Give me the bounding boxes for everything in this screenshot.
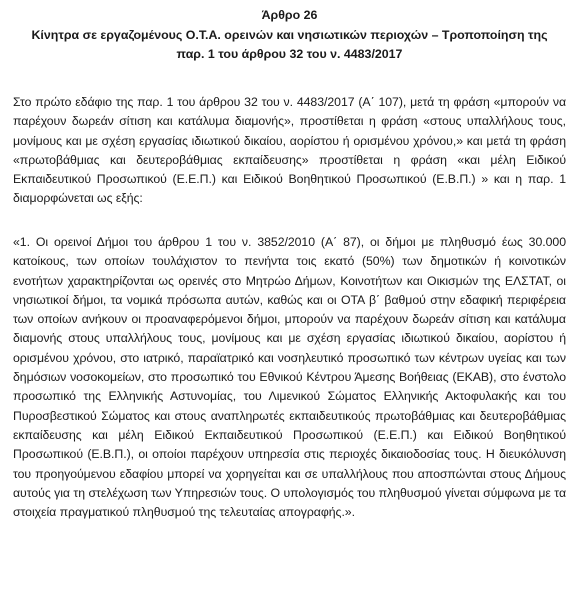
intro-paragraph: Στο πρώτο εδάφιο της παρ. 1 του άρθρου 32 του ν. 4483/2017 (Α΄ 107), μετά τη φράση «μπορούν να παρέχουν δωρεάν σίτιση και κατάλυμα διαμονής», προστίθεται η φράση «στους υπαλλήλους τους, μονίμους και με σχέση εργασίας ιδιωτικού δικαίου, αορίστου ή ορισμένου χρόνου,» και μετά τη φράση «πρωτοβάθμιας και δευτεροβάθμιας εκπαίδευσης» προστίθεται η φράση «και μέλη Ειδικού Εκπαιδευτικού Προσωπικού (Ε.Ε.Π.) και Ειδικού Βοηθητικού Προσωπικού (Ε.Β.Π.) » και η παρ. 1 διαμορφώνεται ως εξής:: [13, 95, 566, 206]
article-title-line-2: παρ. 1 του άρθρου 32 του ν. 4483/2017: [176, 47, 403, 61]
article-title-line-1: Κίνητρα σε εργαζομένους Ο.Τ.Α. ορεινών και νησιωτικών περιοχών – Τροποποίηση της: [31, 28, 548, 42]
article-title: [8, 26, 571, 64]
article-number: Άρθρο 26: [261, 8, 318, 22]
amended-text-paragraph: «1. Οι ορεινοί Δήμοι του άρθρου 1 του ν. 3852/2010 (Α΄ 87), οι δήμοι με πληθυσμό έως 30.000 κατοίκους, των οποίων τουλάχιστον το πενήντα τοις εκατό (50%) των δημοτικών ή κοινοτικών ενοτήτων χαρακτηρίζονται ως ορεινές στο Μητρώο Δήμων, Κοινοτήτων και Οικισμών της ΕΛΣΤΑΤ, οι νησιωτικοί δήμοι, τα νομικά πρόσωπα αυτών, καθώς και οι ΟΤΑ β΄ βαθμού στην εδαφική περιφέρεια των οποίων ανήκουν οι προαναφερόμενοι δήμοι, μπορούν να παρέχουν δωρεάν σίτιση και κατάλυμα διαμονής στους υπαλλήλους τους, μονίμους και με σχέση εργασίας ιδιωτικού δικαίου, αορίστου ή ορισμένου χρόνου, στο ιατρικό, παραϊατρικό και νοσηλευτικό προσωπικό των κέντρων υγείας και των δημόσιων νοσοκομείων, στο προσωπικό του Εθνικού Κέντρου Άμεσης Βοήθειας (ΕΚΑΒ), στο ένστολο προσωπικό της Ελληνικής Αστυνομίας, του Λιμενικού Σώματος Ελληνικής Ακτοφυλακής και του Πυροσβεστικού Σώματος και στους αναπληρωτές εκπαιδευτικούς πρωτοβάθμιας και δευτεροβάθμιας εκπαίδευσης και μέλη Ειδικού Εκπαιδευτικού Προσωπικού (Ε.Ε.Π.) και Ειδικού Βοηθητικού Προσωπικού (Ε.Β.Π.), οι οποίοι παρέχουν υπηρεσία στις περιοχές δικαιοδοσίας τους. Η διευκόλυνση του προηγούμενου εδαφίου μπορεί να χορηγείται και σε υπαλλήλους που αποσπώνται στους Δήμους αυτούς για τη στελέχωση των Υπηρεσιών τους. Ο υπολογισμός του πληθυσμού γίνεται σύμφωνα με τα στοιχεία πραγματικού πληθυσμού της τελευταίας απογραφής.».: [13, 235, 566, 520]
